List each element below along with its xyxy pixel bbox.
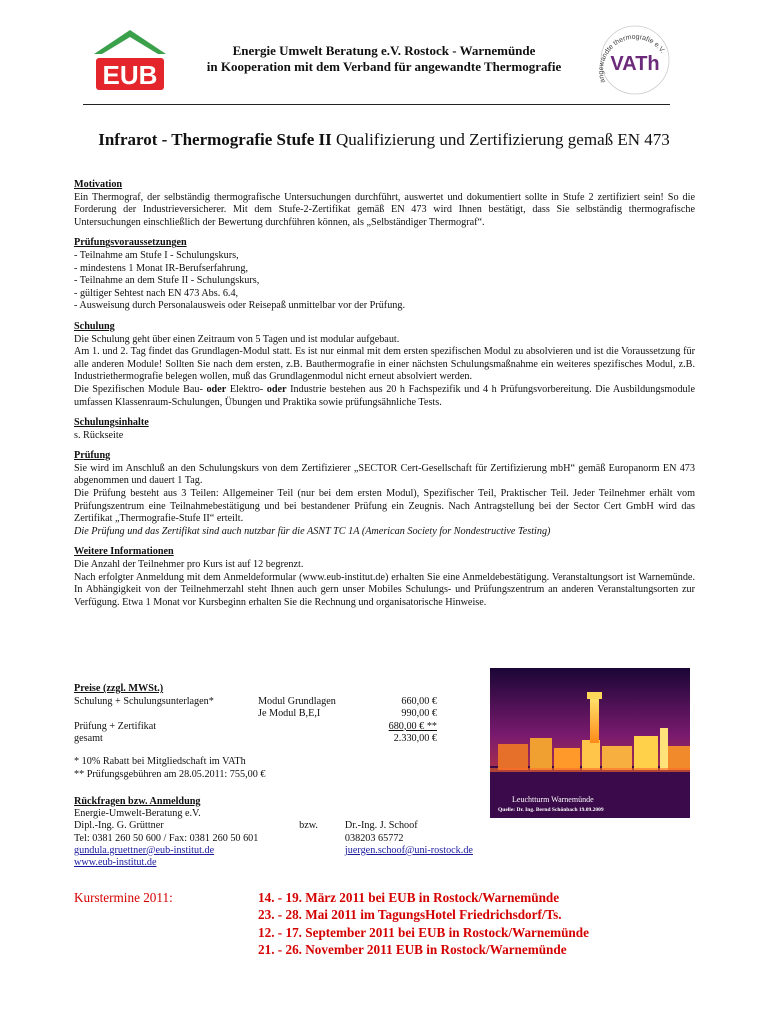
contact-name-2: Dr.-Ing. J. Schoof: [344, 820, 418, 832]
training-p1: Die Schulung geht über einen Zeitraum von 5 Tagen und ist modular aufgebaut.: [74, 333, 400, 345]
course-dates: [74, 889, 714, 958]
title-normal: Qualifizierung und Zertifizierung gemaß EN 473: [331, 130, 670, 149]
exam-p1: Sie wird im Anschluß an den Schulungskurs von dem Zertifizierer „SECTOR Cert-Gesellschaft für Zertifizierung mbH“ gemäß Europanorm EN 473 abgenommen und dauert 1 Tag.: [74, 462, 695, 487]
contact-name-1: Dipl.-Ing. G. Grüttner: [74, 820, 164, 832]
price-row: Prüfung + Zertifikat 680,00 € **: [74, 720, 437, 732]
course-date: 12. - 17. September 2011 bei EUB in Rostock/Warnemünde: [258, 924, 589, 940]
website-link[interactable]: www.eub-institut.de: [74, 857, 157, 869]
header-line-1: Energie Umwelt Beratung e.V. Rostock - Warnemünde: [232, 43, 536, 58]
exam-p3: Die Prüfung und das Zertifikat sind auch nutzbar für die ASNT TC 1A (American Society for Nondestructive Testing): [74, 525, 551, 537]
price-row: Schulung + Schulungsunterlagen* Modul Grundlagen 660,00 €: [74, 695, 437, 707]
price-note: ** Prüfungsgebühren am 28.05.2011: 755,00 €: [74, 768, 266, 780]
course-date: 14. - 19. März 2011 bei EUB in Rostock/Warnemünde: [258, 890, 560, 905]
info-p1: Die Anzahl der Teilnehmer pro Kurs ist auf 12 begrenzt.: [74, 559, 304, 571]
prices-heading: Preise (zzgl. MWSt.): [74, 683, 164, 694]
contact-phone-2: 038203 65772: [344, 832, 404, 844]
exam-heading: Prüfung: [74, 450, 111, 462]
training-heading: Schulung: [74, 320, 115, 332]
contact-heading: Rückfragen bzw. Anmeldung: [74, 796, 201, 807]
prices-section: [74, 683, 454, 781]
title-bold: Infrarot - Thermografie Stufe II: [98, 130, 332, 149]
contact-org: Energie-Umwelt-Beratung e.V.: [74, 808, 201, 820]
requirements-heading: Prüfungsvoraussetzungen: [74, 237, 187, 249]
email-link-gruettner[interactable]: gundula.gruettner@eub-institut.de: [74, 844, 215, 856]
price-row: gesamt 2.330,00 €: [74, 733, 437, 745]
main-body: [74, 179, 695, 609]
price-note: * 10% Rabatt bei Mitgliedschaft im VATh: [74, 755, 246, 767]
info-p2: Nach erfolgter Anmeldung mit dem Anmeldeformular (www.eub-institut.de) erhalten Sie eine Anmeldebestätigung. Veranstaltungsort ist Warnemünde. In Abhängigkeit von der Teilnehmerzahl steht Ihnen auch gern unser Mobiles Schulungs- und Prüfungszentrum an anderen Veranstaltungsorten zur Verfügung. Etwa 1 Monat vor Kursbeginn erhalten Sie die Rechnung und organisatorische Hinweise.: [74, 571, 695, 608]
vath-ring-text: angewandte thermografie e.V.: [597, 33, 667, 84]
contact-phone-1: Tel: 0381 260 50 600 / Fax: 0381 260 50 601: [74, 832, 259, 844]
requirement-item: - Teilnahme am Stufe I - Schulungskurs,: [74, 249, 239, 261]
course-dates-label: Kurstermine 2011:: [74, 890, 173, 905]
training-p2: Am 1. und 2. Tag findet das Grundlagen-Modul statt. Es ist nur einmal mit dem ersten spezifischen Modul zu absolvieren und ist die Voraussetzung für alle anderen Module! Sollten Sie nach dem ersten, z.B. Bauthermografie in einer nächsten Schulungsmaßnahme ein weiteres spezifisches Modul, z.B. Industriethermografie belegen wollen, muß das Grundlagenmodul nicht erneut absolviert werden.: [74, 346, 695, 383]
eub-logo-text: EUB: [102, 60, 158, 90]
contents-text: s. Rückseite: [74, 429, 124, 441]
requirement-item: - gültiger Sehtest nach EN 473 Abs. 6.4,: [74, 287, 239, 299]
course-date: 21. - 26. November 2011 EUB in Rostock/Warnemünde: [258, 941, 567, 957]
contents-heading: Schulungsinhalte: [74, 417, 149, 429]
requirement-item: - Teilnahme an dem Stufe II - Schulungskurs,: [74, 275, 260, 287]
training-p3: Die Spezifischen Module Bau- oder Elektro- oder Industrie bestehen aus 20 h Fachspezifik und 4 h Prüfungsvorbereitung. Die Ausbildungsmodule umfassen Klassenraum-Schulungen, Übungen und Praktika sowie prüfungsähnliche Tests.: [74, 383, 695, 408]
header-divider: [83, 104, 670, 105]
requirement-item: - mindestens 1 Monat IR-Berufserfahrung,: [74, 262, 248, 274]
image-source: Quelle: Dr. Ing. Bernd Schönbach 19.09.2009: [498, 807, 604, 813]
exam-p2: Die Prüfung besteht aus 3 Teilen: Allgemeiner Teil (nur bei dem ersten Modul), Spezifischer Teil, Praktischer Teil. Jeder Teilnehmer erhält vom Prüfungszentrum eine Teilnahmebestätigung und bei bestandener Prüfung ein Zeugnis. Nach Antragstellung bei der Sector Cert GmbH wird das Zertifikat „Thermografie-Stufe II“ erteilt.: [74, 488, 695, 525]
image-caption: Leuchtturm Warnemünde: [512, 795, 594, 804]
requirement-item: - Ausweisung durch Personalausweis oder Reisepaß unmittelbar vor der Prüfung.: [74, 300, 406, 312]
email-link-schoof[interactable]: juergen.schoof@uni-rostock.de: [344, 844, 473, 856]
motivation-heading: Motivation: [74, 179, 123, 190]
contact-section: [74, 796, 574, 869]
document-title: [60, 130, 708, 150]
motivation-text: Ein Thermograf, der selbständig thermografische Untersuchungen durchführt, auswertet und dokumentiert sollte in Stufe 2 zertifiziert sein! So die Forderung der Industrieversicherer. Mit dem Stufe-2-Zertifikat gemäß EN 473 wird Ihnen bestätigt, dass Sie selbständig thermografische Untersuchungen einschließlich der Bewertung durchführen können, als „Selbständiger Thermograf“.: [74, 191, 695, 228]
vath-logo-text: VATh: [610, 53, 660, 75]
header-line-2: in Kooperation mit dem Verband für angewandte Thermografie: [206, 59, 562, 74]
course-date: 23. - 28. Mai 2011 im TagungsHotel Friedrichsdorf/Ts.: [258, 907, 562, 923]
eub-logo: [92, 28, 168, 94]
contact-separator: bzw.: [299, 820, 318, 832]
info-heading: Weitere Informationen: [74, 546, 174, 558]
price-row: Je Modul B,E,I 990,00 €: [258, 708, 437, 720]
